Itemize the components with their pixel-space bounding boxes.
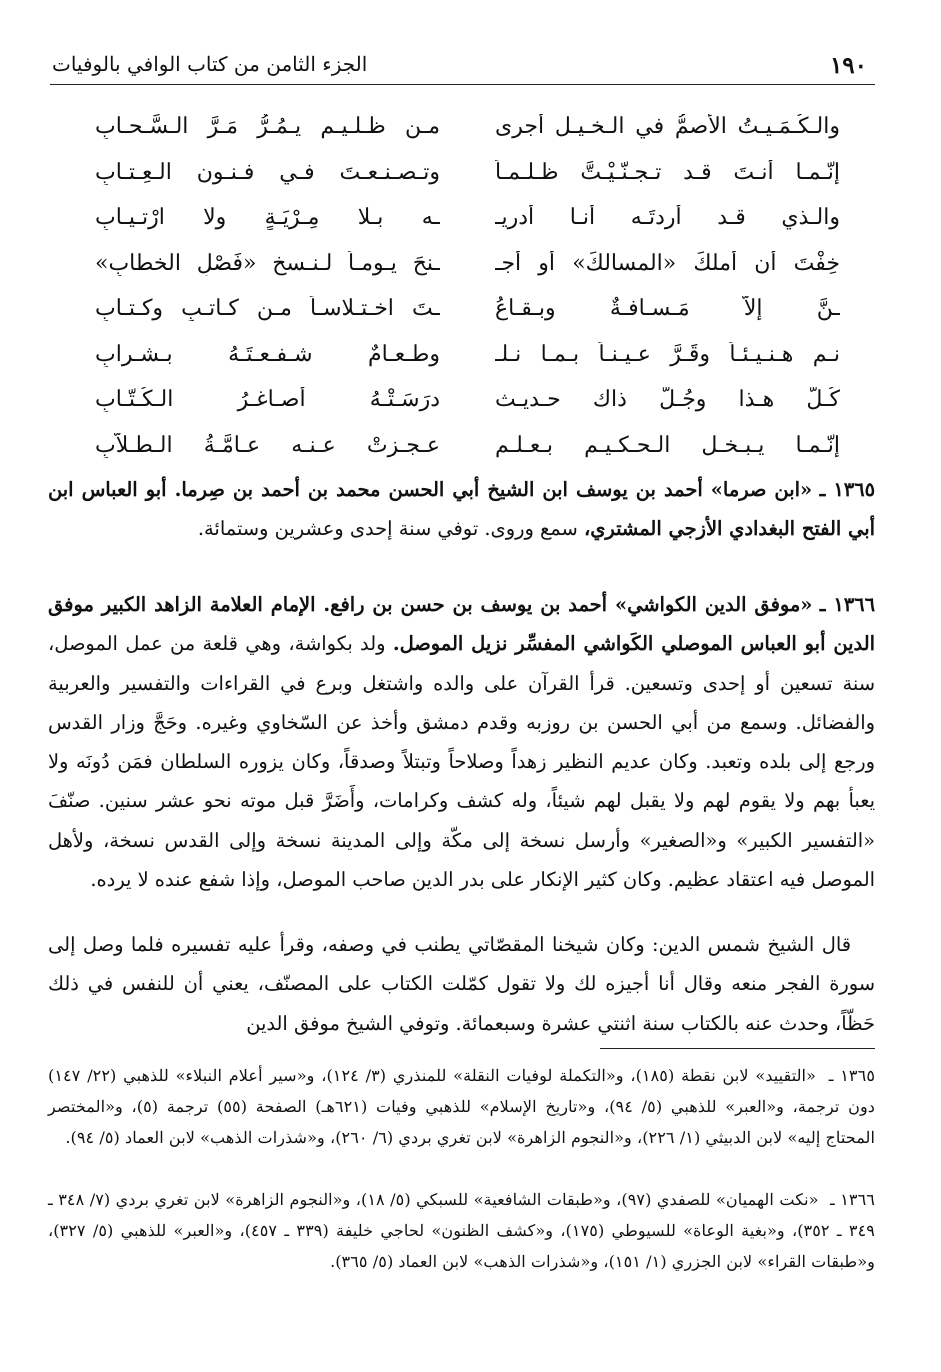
entry-heading: «ابن صرما» أحمد بن يوسف ابن الشيخ أبي الحسن محمد بن أحمد بن صِرما. أبو العباس ابن أبي الفتح البغدادي الأزجي المشتري، — [48, 478, 875, 541]
verse-first-hemistich: والـكُـمَـيـتُ الأصمُّ في الـخـيـل أجرى — [495, 114, 840, 139]
running-title: الجزء الثامن من كتاب الوافي بالوفيات — [52, 52, 368, 76]
footnote-number: ١٣٦٦ ـ — [830, 1190, 875, 1209]
entry-heading: «موفق الدين الكواشي» أحمد بن يوسف بن حسن بن رافع. الإمام العلامة الزاهد الكبير موفق الدين أبو العباس الموصلي الكَواشي المفسِّر نزيل الموصل. — [48, 593, 875, 656]
verse — [95, 156, 840, 202]
verse-second-hemistich: ـه بـلا مِـرْيَـةٍ ولا ارْتـيـابِ — [95, 205, 440, 230]
verse-second-hemistich: ـنحَ يـومـاً لـنـسخ «فَصْلِ الخطابِ» — [95, 250, 440, 276]
verse-second-hemistich: وطـعـامٌ شـفـعـتَـهُ بـشـرابِ — [95, 341, 440, 367]
verse-second-hemistich: مـن ظـلـيـم يـمُـرُّ مَـرَّ الـسَّـحـابِ — [95, 114, 440, 139]
verse — [95, 383, 840, 429]
verse — [95, 292, 840, 338]
verse-first-hemistich: إنّـمـا أنـتَ قـد تـجـنّـيْـتَّ ظـلـمـاً — [495, 159, 840, 185]
verse-second-hemistich: وتـصـنـعـتَ فـي فـنـون الـعِـتـابِ — [95, 159, 440, 185]
poem — [95, 110, 840, 474]
verse — [95, 429, 840, 475]
entry-1366 — [48, 585, 875, 899]
verse-first-hemistich: نـم هـنـيـئـاً وقَـرَّ عـيـنـاً بـمـا نـلـ — [495, 341, 840, 367]
entry-number: ١٣٦٥ ـ — [819, 478, 875, 501]
quote-text: قال الشيخ شمس الدين: وكان شيخنا المقصّاتي يطنب في وصفه، وقرأ عليه تفسيره فلما وصل إلى سورة الفجر منعه وقال أنا أجيزه لك ولا تقول كمّلت الكتاب على المصنّف، يعني أن للنفس في ذلك حَظّاً، وحدث عنه بالكتاب سنة اثنتي عشرة وسبعمائة. وتوفي الشيخ موفق الدين — [48, 933, 875, 1035]
footnote-1365 — [48, 1060, 875, 1154]
page-number: ١٩٠ — [829, 52, 867, 79]
entry-text: ولد بكواشة، وهي قلعة من عمل الموصل، سنة تسعين أو إحدى وتسعين. قرأ القرآن على والده واشتغل وبرع في القراءات والتفسير والعربية والفضائل. وسمع من أبي الحسن بن روزبه وقدم دمشق وأخذ عن السّخاوي وغيره. وحَجَّ وزار القدس ورجع إلى بلده وتعبد. وكان عديم النظير زهداً وصلاحاً وتبتلاً وصدقاً، وكان يزوره السلطان فمَن دُونَه ولا يعبأ بهم ولا يقوم لهم ولا يقبل لهم شيئاً، وله كشف وكرامات، وأَضَرَّ قبل موته نحو عشر سنين. صنّفَ «التفسير الكبير» و«الصغير» وأرسل نسخة إلى مكّة وإلى المدينة نسخة وإلى القدس نسخة، ولأهل الموصل فيه اعتقاد عظيم. وكان كثير الإنكار على بدر الدين صاحب الموصل، وإذا شفع عنده لا يرده. — [48, 632, 875, 892]
verse — [95, 110, 840, 156]
entry-number: ١٣٦٦ ـ — [819, 593, 875, 616]
footnote-1366 — [48, 1184, 875, 1278]
verse-second-hemistich: ـتَ اخـتـلاسـاً مـن كـاتـبٍ وكـتـابِ — [95, 296, 440, 321]
verse-second-hemistich: عـجـزتْ عـنـه عـامَّـةُ الـطـلاّبِ — [95, 432, 440, 458]
footnote-text: «نكت الهميان» للصفدي (٩٧)، و«طبقات الشافعية» للسبكي (٥/ ١٨)، و«النجوم الزاهرة» لابن تغري بردي (٧/ ٣٤٨ ـ ٣٤٩ ـ ٣٥٢)، و«بغية الوعاة» للسيوطي (١٧٥)، و«كشف الظنون» لحاجي خليفة (٣٣٩ ـ ٤٥٧)، و«العبر» للذهبي (٥/ ٣٢٧)، و«طبقات القراء» لابن الجزري (١/ ١٥١)، و«شذرات الذهب» لابن العماد (٥/ ٣٦٥). — [48, 1190, 875, 1272]
verse — [95, 338, 840, 384]
entry-1365 — [48, 470, 875, 549]
verse — [95, 247, 840, 293]
verse-second-hemistich: درَسَـتْـهُ أصـاغـرُ الـكُـتّـابِ — [95, 387, 440, 412]
verse-first-hemistich: ـنَّ إلاّ مَـسـافـةٌ وبـقـاعُ — [495, 296, 840, 321]
footnote-divider — [600, 1048, 875, 1049]
page-header — [50, 50, 875, 85]
verse-first-hemistich: إنّـمـا يـبـخـل الـحـكـيـم بـعـلـم — [495, 432, 840, 458]
footnote-text: «التقييد» لابن نقطة (١٨٥)، و«التكملة لوفيات النقلة» للمنذري (٣/ ١٢٤)، و«سير أعلام النبلاء» للذهبي (٢٢/ ١٤٧) دون ترجمة، و«العبر» للذهبي (٥/ ٩٤)، و«تاريخ الإسلام» للذهبي وفيات (٦٢١هـ) الصفحة (٥٥) ترجمة (٥)، و«المختصر المحتاج إليه» لابن الدبيثي (١/ ٢٢٦)، و«النجوم الزاهرة» لابن تغري بردي (٦/ ٢٦٠)، و«شذرات الذهب» لابن العماد (٥/ ٩٤). — [48, 1066, 876, 1148]
entry-text: سمع وروى. توفي سنة إحدى وعشرين وستمائة. — [197, 517, 578, 541]
verse-first-hemistich: والـذي قـد أردتَـه أنـا أدريـ — [495, 205, 840, 230]
verse-first-hemistich: كُـلُّ هـذا وجُـلُّ ذاك حـديـث — [495, 387, 840, 412]
footnote-number: ١٣٦٥ ـ — [828, 1066, 876, 1085]
verse — [95, 201, 840, 247]
quote-paragraph — [48, 925, 875, 1043]
verse-first-hemistich: خِفْتَ أن أملكَ «المسالكَ» أو أجـ — [495, 250, 840, 276]
